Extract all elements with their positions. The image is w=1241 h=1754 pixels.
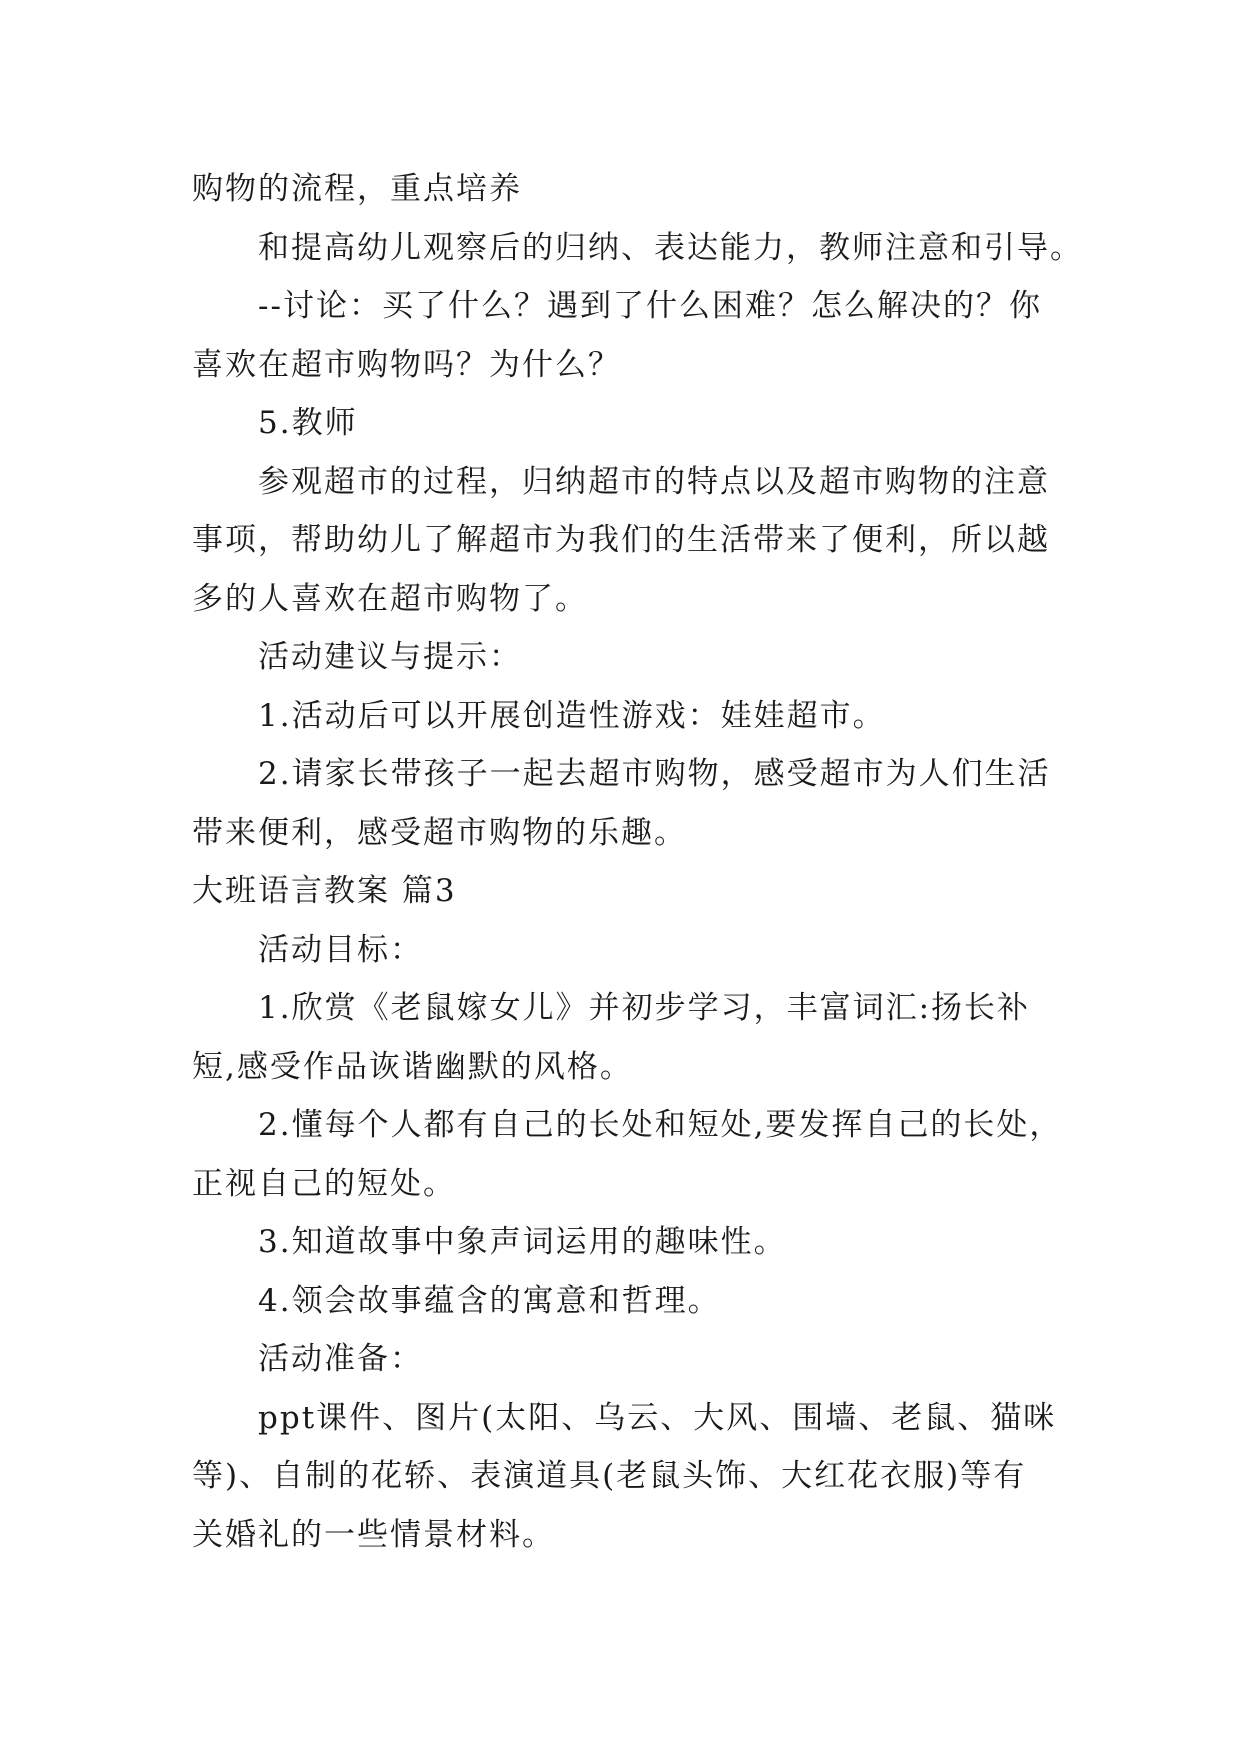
text-line: 1.活动后可以开展创造性游戏：娃娃超市。: [258, 697, 886, 734]
text-line: 2.请家长带孩子一起去超市购物，感受超市为人们生活: [258, 756, 1051, 792]
text-line: 正视自己的短处。: [192, 1165, 456, 1202]
text-line: --讨论：买了什么？遇到了什么困难？怎么解决的？你: [258, 288, 1042, 324]
text-line: 参观超市的过程，归纳超市的特点以及超市购物的注意: [258, 463, 1050, 500]
text-line: 和提高幼儿观察后的归纳、表达能力，教师注意和引导。: [258, 229, 1083, 266]
text-line: 等)、自制的花轿、表演道具(老鼠头饰、大红花衣服)等有: [192, 1458, 1027, 1494]
text-line: 带来便利，感受超市购物的乐趣。: [192, 814, 687, 851]
text-line: 3.知道故事中象声词运用的趣味性。: [258, 1224, 787, 1260]
text-line: 短,感受作品诙谐幽默的风格。: [192, 1048, 633, 1085]
text-line: 4.领会故事蕴含的寓意和哲理。: [258, 1282, 721, 1319]
text-line: 购物的流程，重点培养: [192, 171, 522, 207]
text-line: 事项，帮助幼儿了解超市为我们的生活带来了便利，所以越: [192, 522, 1050, 558]
text-line: 喜欢在超市购物吗？为什么？: [192, 346, 621, 383]
text-line: 5.教师: [258, 405, 358, 441]
text-line: 活动准备：: [258, 1341, 423, 1377]
document-body: [192, 160, 1083, 1564]
text-line: 1.欣赏《老鼠嫁女儿》并初步学习，丰富词汇:扬长补: [258, 990, 1031, 1026]
text-line: 多的人喜欢在超市购物了。: [192, 580, 588, 617]
section-heading: 大班语言教案 篇3: [192, 873, 457, 909]
text-line: ppt课件、图片(太阳、乌云、大风、围墙、老鼠、猫咪: [258, 1399, 1057, 1436]
text-line: 关婚礼的一些情景材料。: [192, 1516, 555, 1553]
text-line: 2.懂每个人都有自己的长处和短处,要发挥自己的长处，: [258, 1107, 1063, 1143]
text-line: 活动建议与提示：: [258, 639, 522, 675]
text-line: 活动目标：: [258, 931, 423, 968]
